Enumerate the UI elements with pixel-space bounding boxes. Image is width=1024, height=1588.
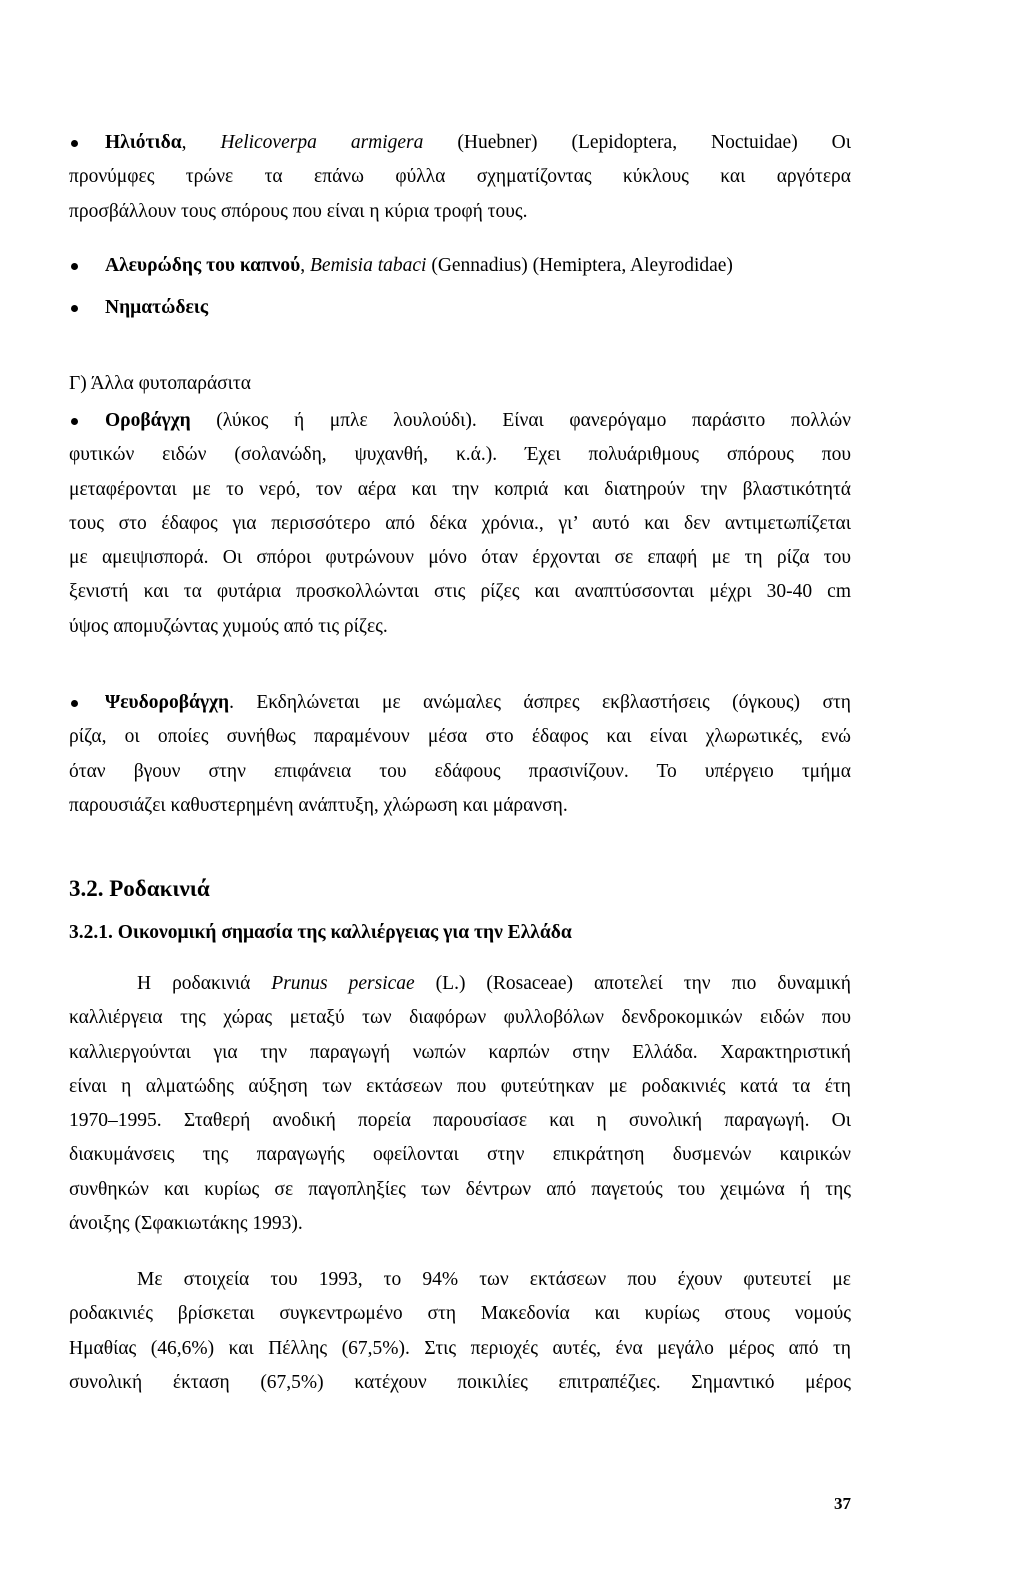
text-line: καλλιεργούνται για την παραγωγή νωπών καρπών στην Ελλάδα. Χαρακτηριστική [69, 1041, 851, 1063]
section-heading-g [69, 367, 851, 401]
text-line: Με στοιχεία του 1993, το 94% των εκτάσεων που έχουν φυτευτεί με [137, 1269, 851, 1290]
text-line: άνοιξης (Σφακιωτάκης 1993). [69, 1213, 303, 1235]
paragraph-aleurodis [69, 249, 851, 283]
text-line: φυτικών ειδών (σολανώδη, ψυχανθή, κ.ά.). Έχει πολυάριθμους σπόρους που [69, 444, 851, 466]
scientific-name: Bemisia tabaci [310, 255, 427, 276]
text-line: Ψευδοροβάγχη. Εκδηλώνεται με ανώμαλες άσπρες εκβλαστήσεις (όγκους) στη [105, 692, 851, 713]
page-number: 37 [834, 1494, 851, 1513]
text-line: συνολική έκταση (67,5%) κατέχουν ποικιλίες επιτραπέζιες. Σημαντικό μέρος [69, 1371, 851, 1393]
pest-name: Ηλιότιδα [105, 132, 182, 153]
section-heading-3-2: 3.2. Ροδακινιά [69, 876, 210, 901]
text-line: 1970–1995. Σταθερή ανοδική πορεία παρουσίασε και η συνολική παραγωγή. Οι [69, 1110, 851, 1132]
text-line: Ηλιότιδα, Helicoverpa armigera (Huebner) (Lepidoptera, Noctuidae) Οι [105, 132, 851, 153]
section-heading-3-2-1: 3.2.1. Οικονομική σημασία της καλλιέργειας για την Ελλάδα [69, 922, 572, 943]
paragraph-orovagxi [69, 404, 851, 644]
paragraph-rodakinia-2 [69, 1263, 851, 1400]
text-line: παρουσιάζει καθυστερημένη ανάπτυξη, χλώρωση και μάρανση. [69, 794, 568, 816]
text-line: Γ) Άλλα φυτοπαράσιτα [69, 373, 251, 394]
text-line: μεταφέρονται με το νερό, τον αέρα και την κοπριά και διατηρούν την βλαστικότητά [69, 478, 851, 500]
paragraph-heliotida [69, 126, 851, 229]
text-line: προνύμφες τρώνε τα επάνω φύλλα σχηματίζοντας κύκλους και αργότερα [69, 166, 851, 188]
text-line: Η ροδακινιά Prunus persicae (L.) (Rosaceae) αποτελεί την πιο δυναμική [137, 973, 851, 994]
text-line: Οροβάγχη (λύκος ή μπλε λουλούδι). Είναι φανερόγαμο παράσιτο πολλών [105, 410, 851, 431]
text-line: προσβάλλουν τους σπόρους που είναι η κύρια τροφή τους. [69, 200, 528, 222]
text-line: ρίζα, οι οποίες συνήθως παραμένουν μέσα στο έδαφος και είναι χλωρωτικές, ενώ [69, 726, 851, 748]
plant-name: Οροβάγχη [105, 410, 191, 431]
text-line: ροδακινιές βρίσκεται συγκεντρωμένο στη Μακεδονία και κυρίως στους νομούς [69, 1303, 851, 1325]
text-line [105, 291, 851, 325]
text-line: ξενιστή και τα φυτάρια προσκολλώνται στις ρίζες και αναπτύσσονται μέχρι 30-40 cm [69, 581, 851, 603]
pest-name: Αλευρώδης του καπνού [105, 255, 301, 276]
paragraph-pseudo [69, 686, 851, 823]
scientific-name: Prunus persicae [271, 973, 415, 994]
text-line: τους στο έδαφος για περισσότερο από δέκα χρόνια., γι’ αυτό και δεν αντιμετωπίζεται [69, 512, 851, 534]
text-line: Αλευρώδης του καπνού, Bemisia tabaci (Gennadius) (Hemiptera, Aleyrodidae) [105, 255, 733, 276]
text-line: όταν βγουν στην επιφάνεια του εδάφους πρασινίζουν. Το υπέργειο τμήμα [69, 760, 851, 782]
text-line: ύψος απομυζώντας χυμούς από τις ρίζες. [69, 615, 388, 637]
text-line: καλλιέργεια της χώρας μεταξύ των διαφόρων φυλλοβόλων δενδροκομικών ειδών που [69, 1007, 851, 1029]
text-line: με αμειψισπορά. Οι σπόροι φυτρώνουν μόνο όταν έρχονται σε επαφή με τη ρίζα του [69, 547, 851, 569]
text-line: Ημαθίας (46,6%) και Πέλλης (67,5%). Στις περιοχές αυτές, ένα μεγάλο μέρος από τη [69, 1337, 851, 1359]
paragraph-rodakinia-1 [69, 967, 851, 1241]
scientific-name: Helicoverpa armigera [220, 132, 424, 153]
paragraph-nimatodeis [69, 291, 851, 325]
plant-name: Ψευδοροβάγχη [105, 692, 230, 713]
pest-name: Νηματώδεις [105, 297, 209, 318]
text-line: συνθηκών και κυρίως σε παγοπληξίες των δέντρων από παγετούς του χειμώνα ή της [69, 1178, 851, 1200]
text-line: διακυμάνσεις της παραγωγής οφείλονται στην επικράτηση δυσμενών καιρικών [69, 1144, 851, 1166]
text-line: είναι η αλματώδης αύξηση των εκτάσεων που φυτεύτηκαν με ροδακινιές κατά τα έτη [69, 1075, 851, 1097]
